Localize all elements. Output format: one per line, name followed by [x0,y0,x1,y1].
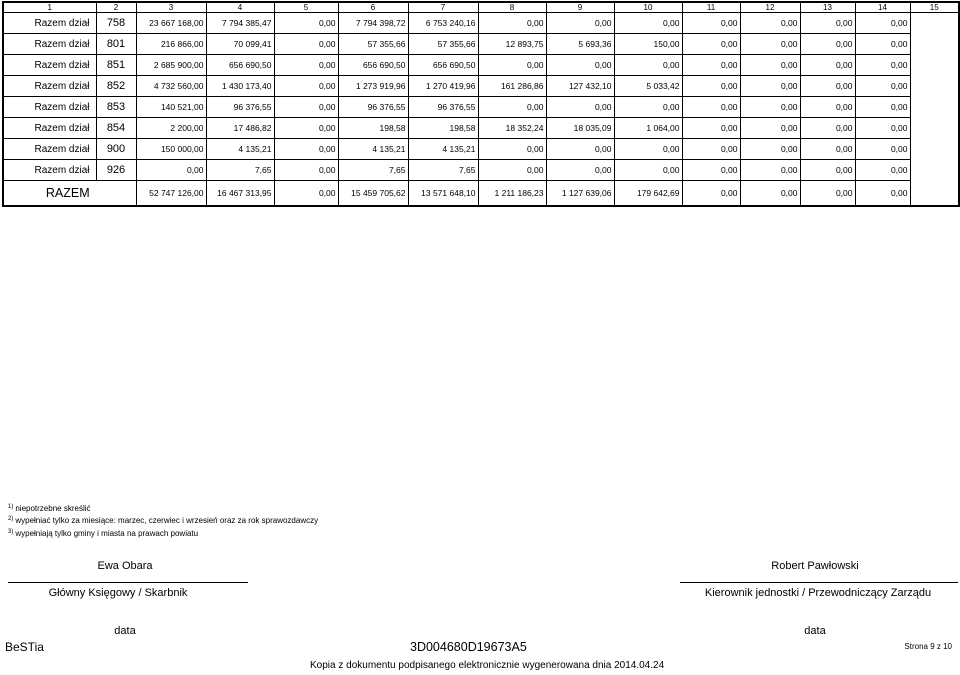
value-cell: 656 690,50 [206,55,274,76]
value-cell: 96 376,55 [338,97,408,118]
report-table [2,1,960,207]
total-value-cell: 0,00 [682,181,740,207]
total-value-cell: 52 747 126,00 [136,181,206,207]
value-cell: 656 690,50 [338,55,408,76]
value-cell: 0,00 [546,97,614,118]
value-cell: 0,00 [740,34,800,55]
table-row [3,76,959,97]
value-cell: 0,00 [740,13,800,34]
division-code: 801 [96,34,136,55]
value-cell: 0,00 [740,55,800,76]
value-cell: 0,00 [614,160,682,181]
value-cell: 1 064,00 [614,118,682,139]
column-number: 6 [338,2,408,13]
column-number: 10 [614,2,682,13]
value-cell: 0,00 [478,160,546,181]
value-cell: 656 690,50 [408,55,478,76]
footnote-2: $^{2)}$ wypełniać tylko za miesiące: marzec, czerwiec i wrzesień oraz za rok sprawozdawczy [8,516,319,526]
value-cell: 216 866,00 [136,34,206,55]
value-cell: 4 732 560,00 [136,76,206,97]
row-label: Razem dział [3,76,96,97]
value-cell: 0,00 [800,55,855,76]
row-label: Razem dział [3,97,96,118]
value-cell: 18 352,24 [478,118,546,139]
row-label: Razem dział [3,13,96,34]
value-cell: 0,00 [682,97,740,118]
value-cell: 2 200,00 [136,118,206,139]
total-value-cell: 0,00 [855,181,910,207]
division-code: 926 [96,160,136,181]
value-cell: 2 685 900,00 [136,55,206,76]
manager-date: data [804,625,826,637]
division-code: 851 [96,55,136,76]
value-cell: 7,65 [338,160,408,181]
column-number: 7 [408,2,478,13]
value-cell: 5 693,36 [546,34,614,55]
column-number: 9 [546,2,614,13]
total-value-cell: 0,00 [274,181,338,207]
value-cell: 7,65 [206,160,274,181]
table-row [3,97,959,118]
column-number: 8 [478,2,546,13]
value-cell: 0,00 [800,13,855,34]
value-cell: 0,00 [800,76,855,97]
value-cell: 0,00 [682,55,740,76]
total-label: RAZEM [3,181,136,207]
value-cell: 198,58 [408,118,478,139]
column-number: 5 [274,2,338,13]
value-cell: 0,00 [274,76,338,97]
manager-name: Robert Pawłowski [771,560,859,572]
value-cell: 0,00 [682,160,740,181]
division-code: 854 [96,118,136,139]
value-cell: 57 355,66 [408,34,478,55]
value-cell: 0,00 [614,139,682,160]
value-cell: 0,00 [855,34,910,55]
value-cell: 0,00 [478,55,546,76]
table-row [3,139,959,160]
value-cell: 127 432,10 [546,76,614,97]
value-cell: 57 355,66 [338,34,408,55]
value-cell: 0,00 [800,118,855,139]
value-cell: 0,00 [546,139,614,160]
column-number: 2 [96,2,136,13]
value-cell: 7 794 398,72 [338,13,408,34]
footnote-1: $^{1)}$ niepotrzebne skreślić [8,504,91,513]
value-cell: 0,00 [740,118,800,139]
row-label: Razem dział [3,55,96,76]
value-cell: 18 035,09 [546,118,614,139]
value-cell: 0,00 [614,97,682,118]
total-value-cell: 13 571 648,10 [408,181,478,207]
value-cell: 0,00 [855,76,910,97]
value-cell: 0,00 [855,160,910,181]
value-cell: 0,00 [682,139,740,160]
value-cell: 0,00 [478,97,546,118]
accountant-signature-line [8,582,248,583]
value-cell: 0,00 [274,13,338,34]
value-cell: 0,00 [274,160,338,181]
value-cell: 0,00 [800,160,855,181]
value-cell: 23 667 168,00 [136,13,206,34]
value-cell: 0,00 [478,139,546,160]
division-code: 900 [96,139,136,160]
value-cell: 7 794 385,47 [206,13,274,34]
value-cell: 1 273 919,96 [338,76,408,97]
page-number: Strona 9 z 10 [904,642,952,651]
value-cell: 1 270 419,96 [408,76,478,97]
value-cell: 5 033,42 [614,76,682,97]
value-cell: 150,00 [614,34,682,55]
column-number-row [3,2,959,13]
value-cell: 0,00 [682,76,740,97]
value-cell: 198,58 [338,118,408,139]
value-cell: 0,00 [274,118,338,139]
document-code: 3D004680D19673A5 [410,640,527,654]
electronic-copy-note: Kopia z dokumentu podpisanego elektronicznie wygenerowana dnia 2014.04.24 [310,660,665,671]
total-value-cell: 0,00 [800,181,855,207]
value-cell: 0,00 [855,139,910,160]
value-cell: 4 135,21 [408,139,478,160]
table-row [3,118,959,139]
table-row [3,13,959,34]
value-cell: 12 893,75 [478,34,546,55]
value-cell: 7,65 [408,160,478,181]
value-cell: 0,00 [682,118,740,139]
column-number: 3 [136,2,206,13]
column-number: 15 [910,2,959,13]
row-label: Razem dział [3,160,96,181]
value-cell: 0,00 [546,13,614,34]
software-name: BeSTia [5,640,44,654]
value-cell: 70 099,41 [206,34,274,55]
column-number: 1 [3,2,96,13]
footnote-3: $^{3)}$ wypełniają tylko gminy i miasta na prawach powiatu [8,528,199,538]
value-cell: 0,00 [682,13,740,34]
column-number: 12 [740,2,800,13]
value-cell: 161 286,86 [478,76,546,97]
table-row [3,55,959,76]
value-cell: 0,00 [855,118,910,139]
column-number: 4 [206,2,274,13]
value-cell: 0,00 [855,13,910,34]
division-code: 852 [96,76,136,97]
manager-role: Kierownik jednostki / Przewodniczący Zarządu [704,587,932,599]
value-cell: 0,00 [274,97,338,118]
column-number: 13 [800,2,855,13]
value-cell: 6 753 240,16 [408,13,478,34]
table-row [3,34,959,55]
value-cell: 1 430 173,40 [206,76,274,97]
total-value-cell: 179 642,69 [614,181,682,207]
row-label: Razem dział [3,118,96,139]
row-label: Razem dział [3,34,96,55]
accountant-date: data [114,625,136,637]
column-number: 11 [682,2,740,13]
value-cell: 140 521,00 [136,97,206,118]
total-value-cell: 0,00 [740,181,800,207]
value-cell: 0,00 [478,13,546,34]
row-label: Razem dział [3,139,96,160]
total-value-cell: 1 211 186,23 [478,181,546,207]
value-cell: 0,00 [274,34,338,55]
value-cell: 4 135,21 [206,139,274,160]
value-cell: 0,00 [546,160,614,181]
manager-signature-line [680,582,958,583]
value-cell: 0,00 [740,160,800,181]
division-code: 853 [96,97,136,118]
value-cell: 0,00 [136,160,206,181]
value-cell: 0,00 [740,139,800,160]
footnotes [8,502,318,539]
total-row [3,181,959,207]
value-cell: 0,00 [682,34,740,55]
accountant-role: Główny Księgowy / Skarbnik [48,587,188,599]
column-number: 14 [855,2,910,13]
value-cell: 0,00 [740,76,800,97]
value-cell: 0,00 [274,139,338,160]
value-cell: 17 486,82 [206,118,274,139]
value-cell: 0,00 [800,34,855,55]
value-cell: 0,00 [855,97,910,118]
value-cell: 96 376,55 [408,97,478,118]
total-value-cell: 1 127 639,06 [546,181,614,207]
value-cell: 150 000,00 [136,139,206,160]
value-cell: 0,00 [855,55,910,76]
value-cell: 96 376,55 [206,97,274,118]
value-cell: 4 135,21 [338,139,408,160]
value-cell: 0,00 [800,139,855,160]
value-cell: 0,00 [546,55,614,76]
accountant-name: Ewa Obara [97,560,153,572]
value-cell: 0,00 [740,97,800,118]
value-cell: 0,00 [614,55,682,76]
value-cell: 0,00 [274,55,338,76]
value-cell: 0,00 [800,97,855,118]
total-value-cell: 15 459 705,62 [338,181,408,207]
value-cell: 0,00 [614,13,682,34]
table-row [3,160,959,181]
division-code: 758 [96,13,136,34]
total-value-cell: 16 467 313,95 [206,181,274,207]
